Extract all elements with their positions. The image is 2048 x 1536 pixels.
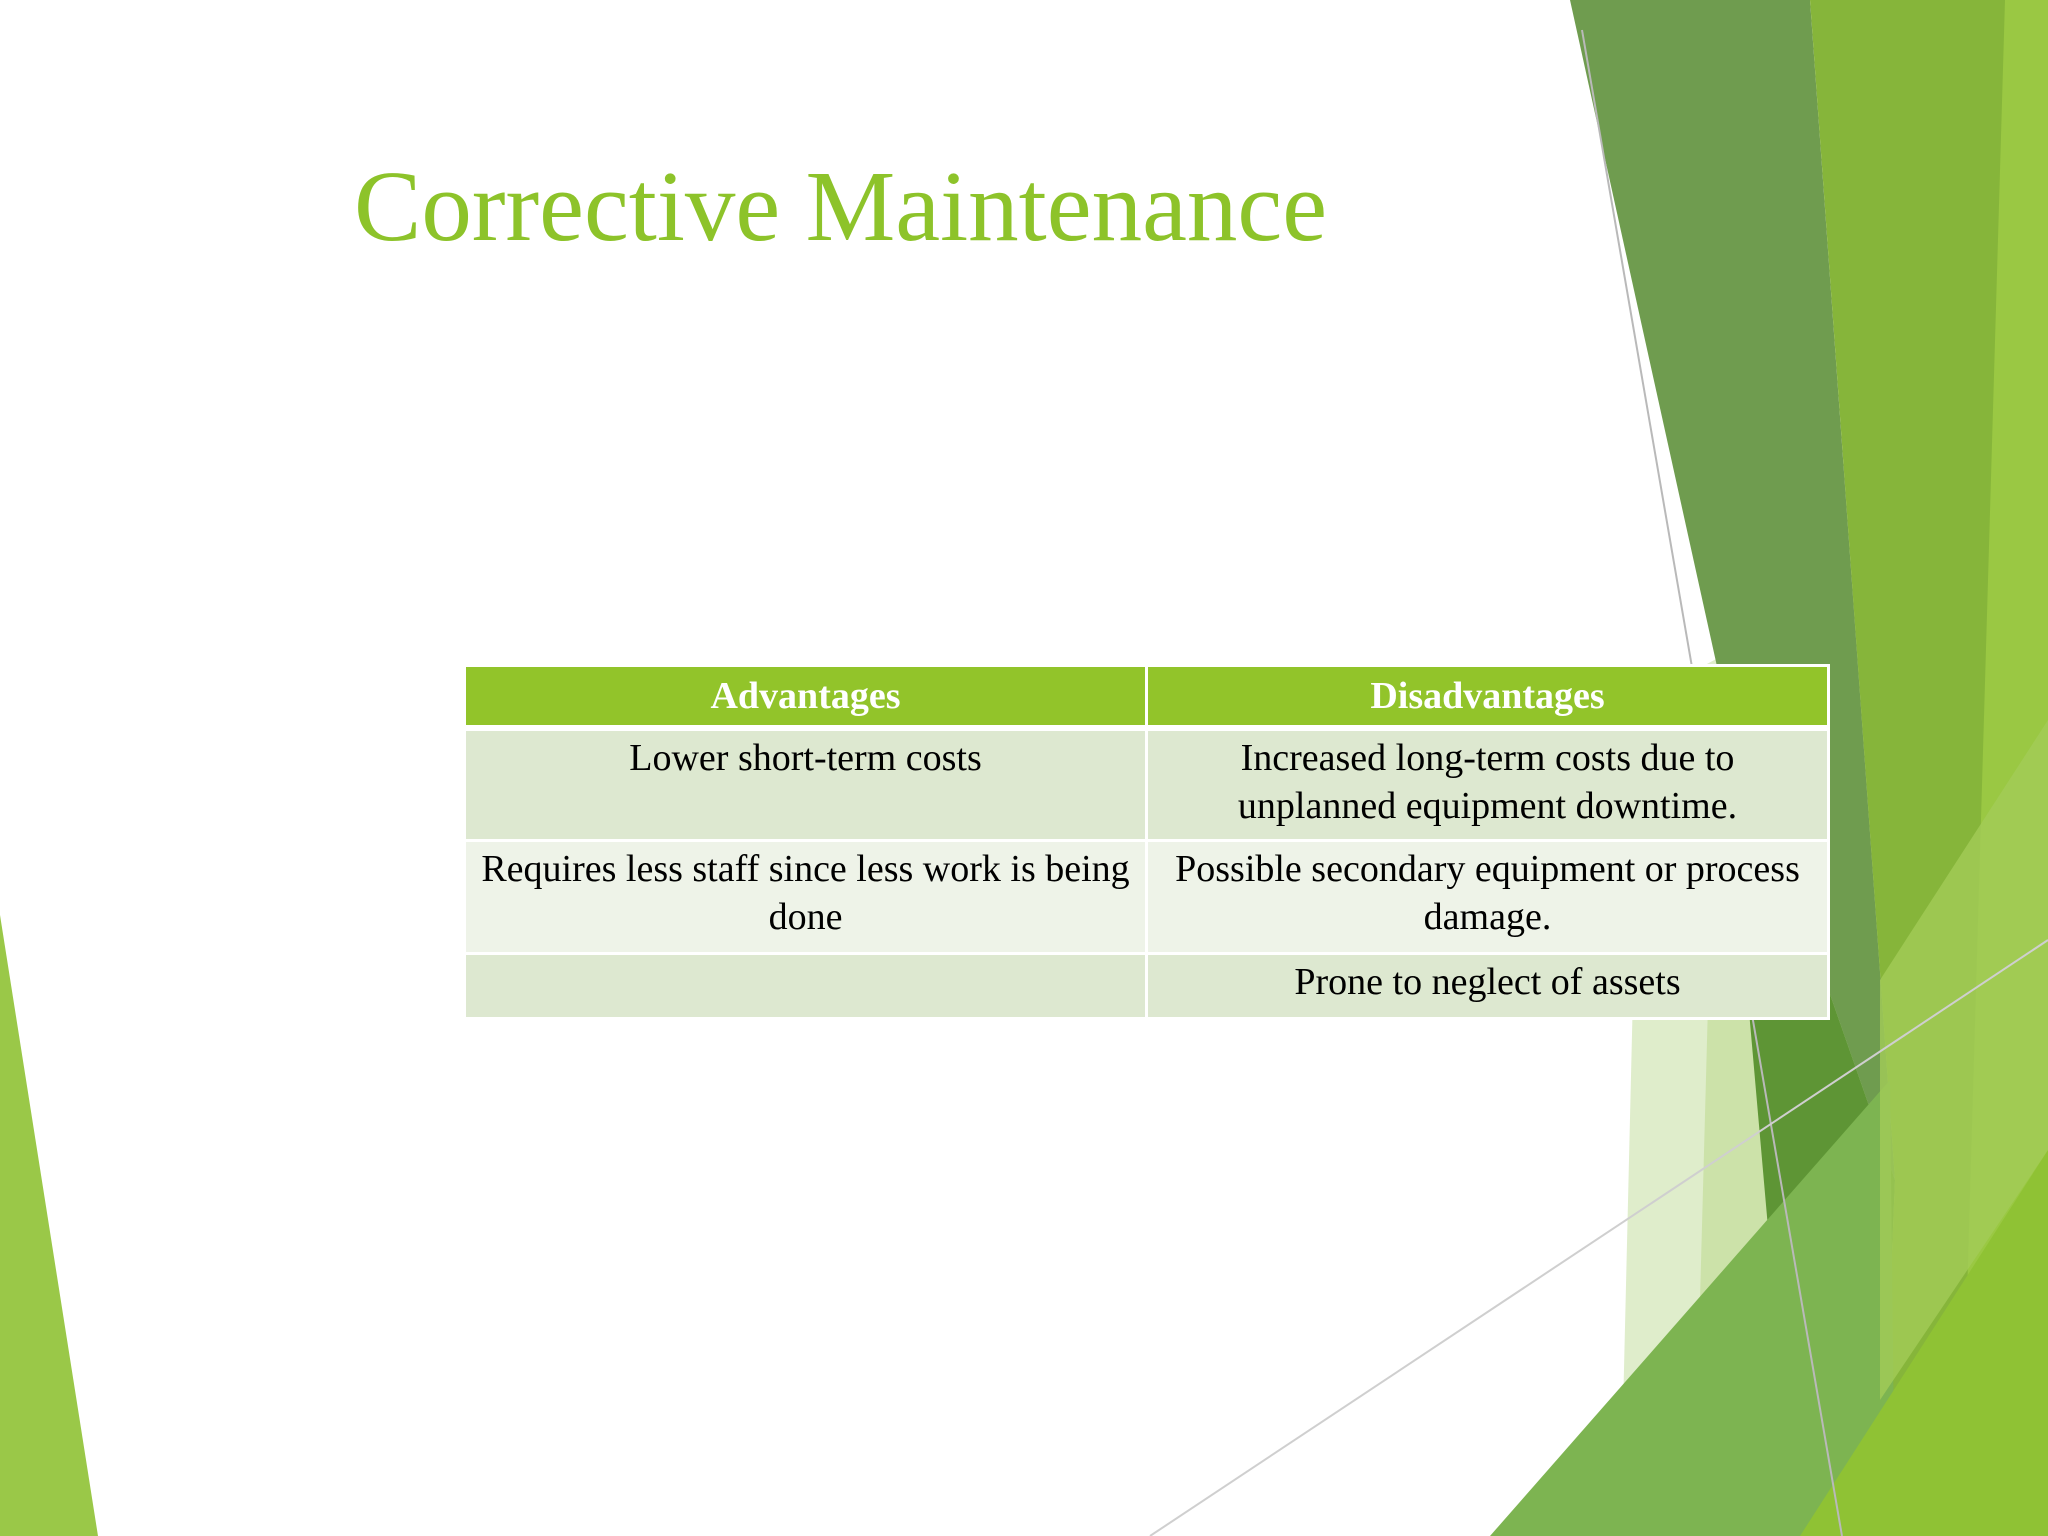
table-header-row xyxy=(465,666,1829,729)
slide-title: Corrective Maintenance xyxy=(354,150,1328,262)
disadvantage-cell: Possible secondary equipment or process damage. xyxy=(1147,841,1829,954)
header-disadvantages: Disadvantages xyxy=(1147,666,1829,729)
table-row xyxy=(465,728,1829,841)
advantage-cell: Requires less staff since less work is being done xyxy=(465,841,1147,954)
header-advantages: Advantages xyxy=(465,666,1147,729)
table-row xyxy=(465,954,1829,1019)
table-row xyxy=(465,841,1829,954)
advantage-cell: Lower short-term costs xyxy=(465,728,1147,841)
disadvantage-cell: Prone to neglect of assets xyxy=(1147,954,1829,1019)
comparison-table xyxy=(463,664,1830,1020)
disadvantage-cell: Increased long-term costs due to unplanned equipment downtime. xyxy=(1147,728,1829,841)
comparison-table-container xyxy=(463,664,1830,1020)
advantage-cell-empty xyxy=(465,954,1147,1019)
decor-shape-left-wedge xyxy=(0,915,98,1536)
